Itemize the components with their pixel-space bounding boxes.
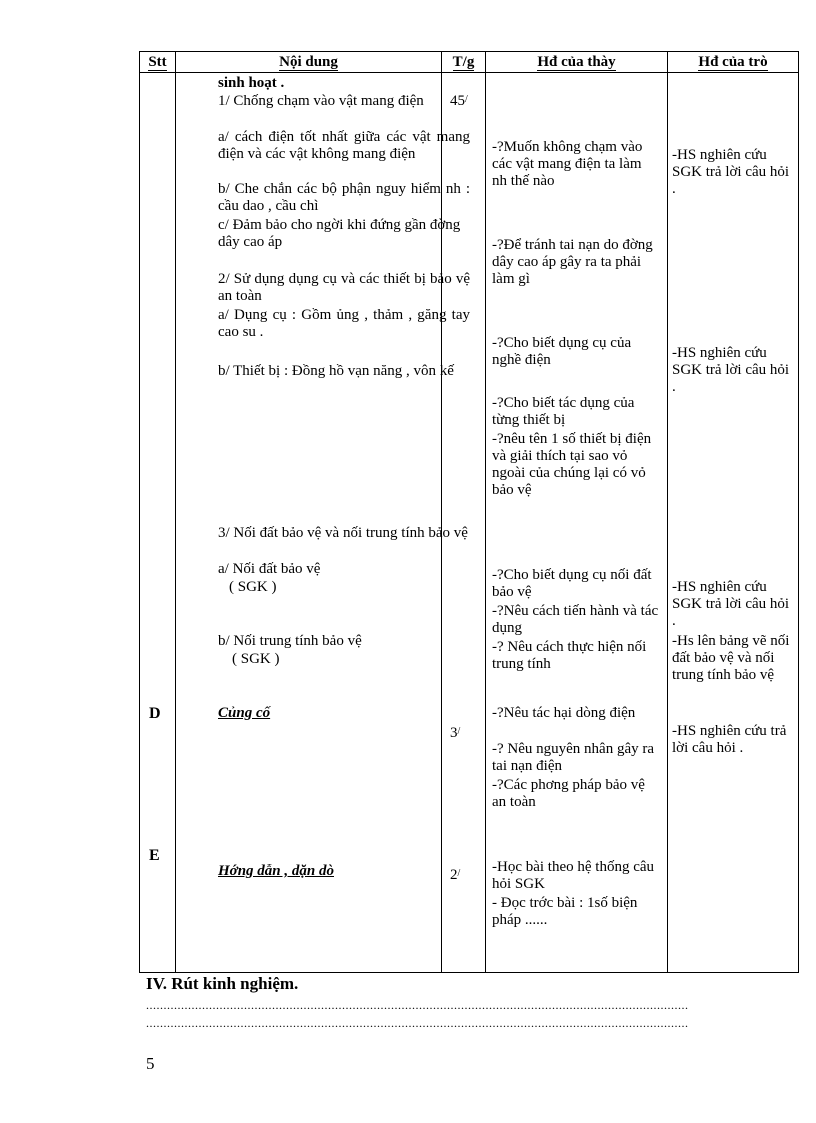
header-content: Nội dung	[176, 52, 442, 73]
content-p1a: a/ cách điện tốt nhất giữa các vật mang điện và các vật không mang điện	[218, 129, 470, 162]
teacher-q13: - Đọc trớc bài : 1số biện pháp ......	[492, 895, 638, 928]
stt-d: D	[149, 705, 161, 722]
time-2: 2/	[450, 867, 461, 883]
teacher-q8: -? Nêu cách thực hiện nối trung tính	[492, 639, 647, 672]
header-teacher-activity: Hđ của thày	[486, 52, 668, 73]
student-s1: -HS nghiên cứu SGK trả lời câu hỏi .	[672, 147, 790, 197]
content-p3a: a/ Nối đất bảo vệ	[218, 561, 321, 577]
content-huong-dan: Hớng dẫn , dặn dò	[218, 863, 334, 879]
header-time: T/g	[442, 52, 486, 73]
student-s2: -HS nghiên cứu SGK trả lời câu hỏi .	[672, 345, 790, 395]
teacher-q12: -Học bài theo hệ thống câu hỏi SGK	[492, 859, 655, 892]
header-stt: Stt	[140, 52, 176, 73]
student-s5: -HS nghiên cứu trả lời câu hỏi .	[672, 723, 787, 756]
dotted-line-2: ...........................................................................................................................................................	[146, 1016, 689, 1030]
table-header-row	[140, 52, 799, 73]
content-p1: 1/ Chống chạm vào vật mang điện	[218, 93, 424, 109]
page-number: 5	[146, 1054, 155, 1073]
time-45: 45/	[450, 93, 468, 109]
content-p3b-ref: ( SGK )	[232, 651, 280, 667]
teacher-q5: -?nêu tên 1 số thiết bị điện và giải thích tại sao vỏ ngoài của chúng lại có vỏ bảo vệ	[492, 431, 652, 498]
teacher-q3: -?Cho biết dụng cụ của nghề điện	[492, 335, 632, 368]
teacher-q1: -?Muốn không chạm vào các vật mang điện ta làm nh thế nào	[492, 139, 643, 189]
dotted-line-1: ...........................................................................................................................................................	[146, 998, 689, 1012]
content-intro: sinh hoạt .	[218, 75, 285, 91]
lesson-table	[139, 51, 799, 973]
content-p1c: c/ Đảm bảo cho ngời khi đứng gần đờng dây cao áp	[218, 217, 461, 250]
content-p3a-ref: ( SGK )	[229, 579, 277, 595]
teacher-q11: -?Các phơng pháp bảo vệ an toàn	[492, 777, 645, 810]
teacher-q4: -?Cho biết tác dụng của từng thiết bị	[492, 395, 635, 428]
teacher-q6: -?Cho biết dụng cụ nối đất bảo vệ	[492, 567, 652, 600]
time-3: 3/	[450, 725, 461, 741]
content-p3b: b/ Nối trung tính bảo vệ	[218, 633, 362, 649]
teacher-q7: -?Nêu cách tiến hành và tác dụng	[492, 603, 659, 636]
header-student-activity: Hđ của trò	[668, 52, 799, 73]
teacher-q2: -?Để tránh tai nạn do đờng dây cao áp gây ra ta phải làm gì	[492, 237, 653, 287]
student-cell	[668, 73, 799, 973]
content-cung-co: Củng cố	[218, 705, 271, 721]
section-title-experience: IV. Rút kinh nghiệm.	[146, 974, 299, 993]
content-p2b: b/ Thiết bị : Đồng hồ vạn năng , vôn kế	[218, 363, 454, 379]
stt-e: E	[149, 847, 160, 864]
time-cell	[442, 73, 486, 973]
table-body-row	[140, 73, 799, 973]
teacher-q9: -?Nêu tác hại dòng điện	[492, 705, 636, 721]
teacher-q10: -? Nêu nguyên nhân gây ra tai nạn điện	[492, 741, 655, 774]
content-p2: 2/ Sử dụng dụng cụ và các thiết bị bảo vệ an toàn	[218, 271, 470, 304]
content-p1b: b/ Che chắn các bộ phận nguy hiểm nh : cầu dao , cầu chì	[218, 181, 470, 214]
content-p2a: a/ Dụng cụ : Gồm ủng , thảm , găng tay cao su .	[218, 307, 470, 340]
teacher-cell	[486, 73, 668, 973]
content-p3: 3/ Nối đất bảo vệ và nối trung tính bảo vệ	[218, 525, 468, 541]
student-s3: -HS nghiên cứu SGK trả lời câu hỏi .	[672, 579, 790, 629]
student-s4: -Hs lên bảng vẽ nối đất bảo vệ và nối trung tính bảo vệ	[672, 633, 790, 683]
